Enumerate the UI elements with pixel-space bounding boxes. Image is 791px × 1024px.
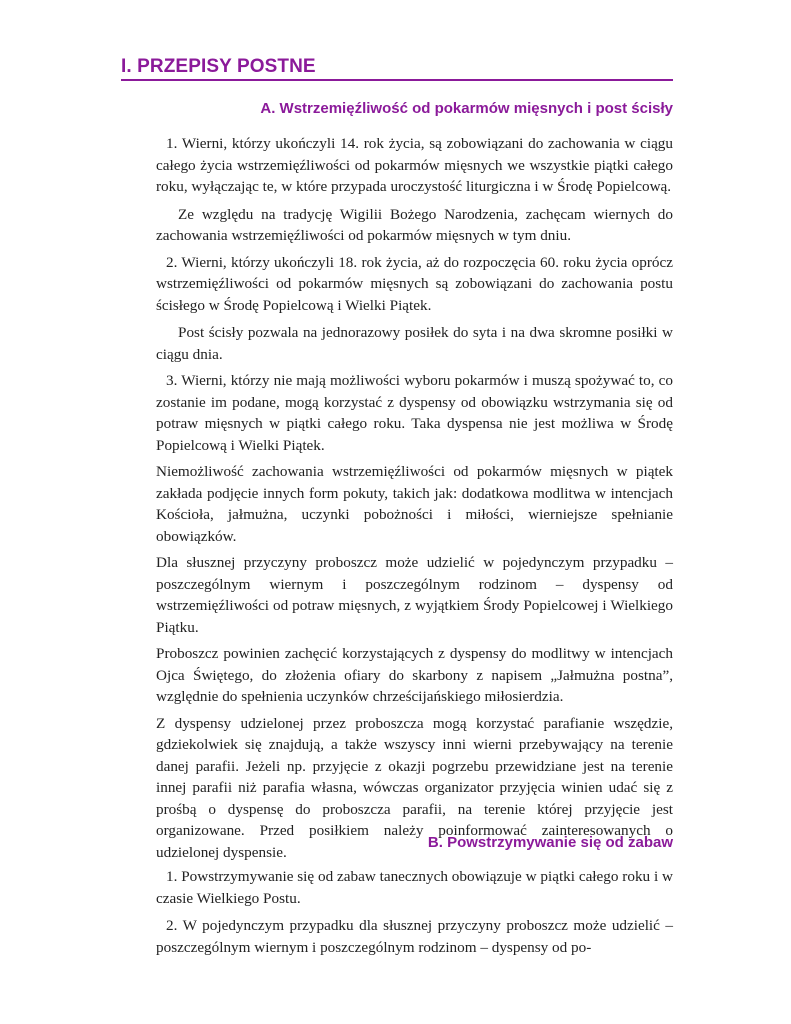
paragraph: 1. Wierni, którzy ukończyli 14. rok życia, są zobowiązani do zachowania w ciągu całego życia wstrzemięźliwości od pokarmów mięsnych we wszystkie piątki całego roku, wyłączając te, w które przypada uroczystość liturgiczna i w Środę Popielcową.: [156, 135, 673, 195]
section-a-body: [156, 133, 673, 863]
paragraph: 2. W pojedynczym przypadku dla słusznej przyczyny proboszcz może udzielić – poszczególnym wiernym i poszczególnym rodzinom – dyspensy od po-: [156, 917, 673, 956]
paragraph: Z dyspensy udzielonej przez proboszcza mogą korzystać parafianie wszędzie, gdziekolwiek się znajdują, a także wszyscy inni wierni przebywający na terenie danej parafii. Jeżeli np. przyjęcie z okazji pogrzebu przewidziane jest na terenie innej parafii niż parafia własna, wówczas organizator przyjęcia winien udać się z prośbą o dyspensę do proboszcza parafii, na terenie której przyjęcie jest organizowane. Przed posiłkiem należy poinformować zainteresowanych o udzielonej dyspensie.: [156, 714, 673, 861]
chapter-title: I. PRZEPISY POSTNE: [121, 56, 316, 77]
paragraph: Dla słusznej przyczyny proboszcz może udzielić w pojedynczym przypadku – poszczególnym wiernym i poszczególnym rodzinom – dyspensy od wstrzemięźliwości od potraw mięsnych, z wyjątkiem Środy Popielcowej i Wielkiego Piątku.: [156, 554, 673, 636]
paragraph: Proboszcz powinien zachęcić korzystających z dyspensy do modlitwy w intencjach Ojca Świętego, do złożenia ofiary do skarbony z napisem „Jałmużna postna”, względnie do spełnienia uczynków chrześcijańskiego miłosierdzia.: [156, 645, 673, 705]
paragraph: 2. Wierni, którzy ukończyli 18. rok życia, aż do rozpoczęcia 60. roku życia oprócz wstrzemięźliwości od pokarmów mięsnych są zobowiązani do zachowania postu ścisłego w Środę Popielcową i Wielki Piątek.: [156, 253, 673, 314]
chapter-divider: [121, 79, 673, 81]
paragraph: 1. Powstrzymywanie się od zabaw tanecznych obowiązuje w piątki całego roku i w czasie Wielkiego Postu.: [156, 868, 673, 907]
section-a-heading: A. Wstrzemięźliwość od pokarmów mięsnych i post ścisły: [260, 100, 673, 117]
section-b-heading: B. Powstrzymywanie się od zabaw: [427, 834, 673, 851]
paragraph: Ze względu na tradycję Wigilii Bożego Narodzenia, zachęcam wiernych do zachowania wstrzemięźliwości od pokarmów mięsnych w tym dniu.: [156, 205, 673, 244]
paragraph: Post ścisły pozwala na jednorazowy posiłek do syta i na dwa skromne posiłki w ciągu dnia.: [156, 324, 673, 363]
paragraph: Niemożliwość zachowania wstrzemięźliwości od pokarmów mięsnych w piątek zakłada podjęcie innych form pokuty, takich jak: dodatkowa modlitwa w intencjach Kościoła, jałmużna, uczynki pobożności i miłości, wierniejsze spełnianie obowiązków.: [156, 463, 673, 545]
section-b-body: [156, 866, 673, 958]
paragraph: 3. Wierni, którzy nie mają możliwości wyboru pokarmów i muszą spożywać to, co zostanie im podane, mogą korzystać z dyspensy od obowiązku wstrzymania się od potraw mięsnych w piątki całego roku. Taka dyspensa nie jest możliwa w Środę Popielcową i Wielki Piątek.: [156, 372, 673, 454]
